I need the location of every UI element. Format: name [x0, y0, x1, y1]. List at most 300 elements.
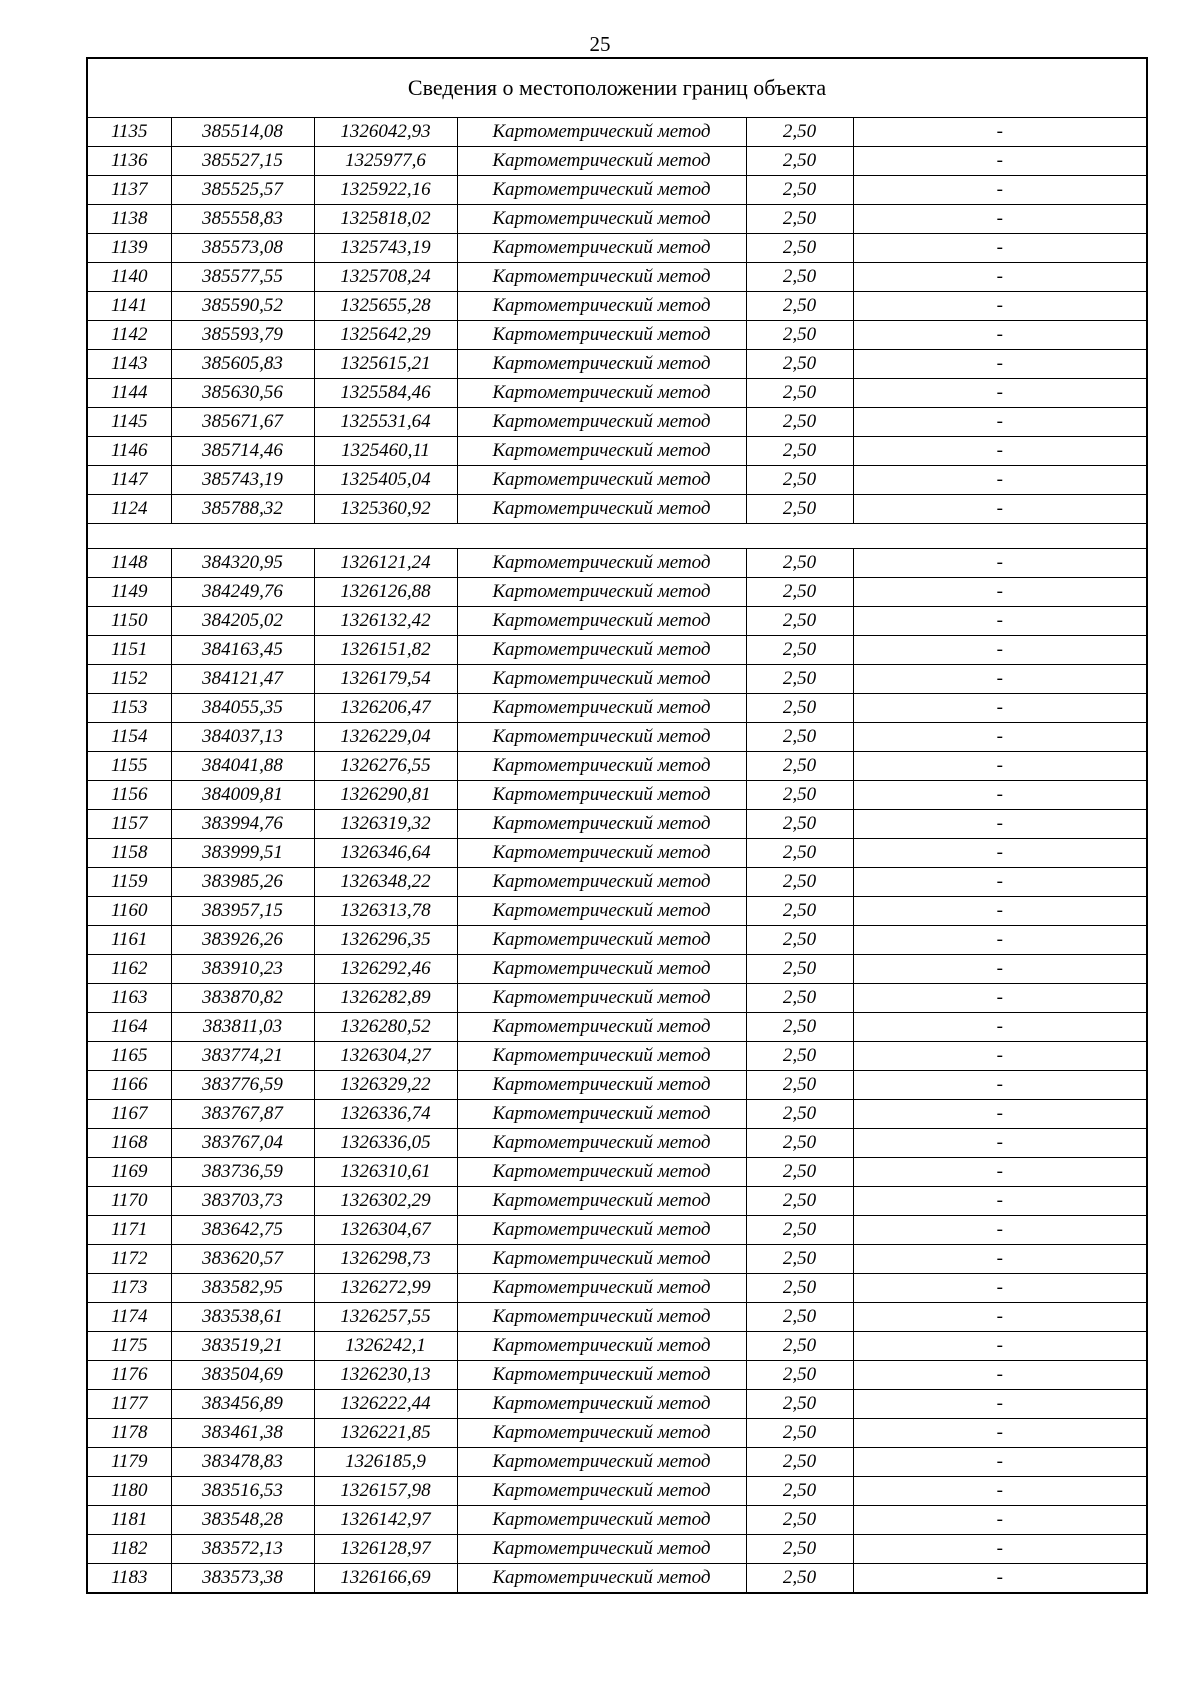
method-cell: Картометрический метод [457, 1216, 746, 1245]
accuracy-cell: 2,50 [746, 1390, 853, 1419]
accuracy-cell: 2,50 [746, 408, 853, 437]
accuracy-cell: 2,50 [746, 350, 853, 379]
method-cell: Картометрический метод [457, 868, 746, 897]
accuracy-cell: 2,50 [746, 1042, 853, 1071]
method-cell: Картометрический метод [457, 723, 746, 752]
accuracy-cell: 2,50 [746, 868, 853, 897]
method-cell: Картометрический метод [457, 781, 746, 810]
accuracy-cell: 2,50 [746, 176, 853, 205]
description-cell: - [853, 752, 1147, 781]
description-cell: - [853, 205, 1147, 234]
method-cell: Картометрический метод [457, 694, 746, 723]
method-cell: Картометрический метод [457, 984, 746, 1013]
point-number-cell: 1181 [87, 1506, 171, 1535]
table-row [87, 1448, 1147, 1477]
accuracy-cell: 2,50 [746, 1071, 853, 1100]
coord-y-cell: 1326132,42 [314, 607, 457, 636]
coord-y-cell: 1326242,1 [314, 1332, 457, 1361]
coord-x-cell: 385714,46 [171, 437, 314, 466]
method-cell: Картометрический метод [457, 636, 746, 665]
method-cell: Картометрический метод [457, 1535, 746, 1564]
page-number: 25 [589, 32, 611, 56]
coord-y-cell: 1326142,97 [314, 1506, 457, 1535]
method-cell: Картометрический метод [457, 1100, 746, 1129]
method-cell: Картометрический метод [457, 495, 746, 524]
method-cell: Картометрический метод [457, 665, 746, 694]
table-row [87, 1042, 1147, 1071]
method-cell: Картометрический метод [457, 1361, 746, 1390]
coord-x-cell: 383774,21 [171, 1042, 314, 1071]
point-number-cell: 1139 [87, 234, 171, 263]
coord-y-cell: 1326319,32 [314, 810, 457, 839]
description-cell: - [853, 1245, 1147, 1274]
coord-x-cell: 383516,53 [171, 1477, 314, 1506]
table-row [87, 1506, 1147, 1535]
table-row [87, 1564, 1147, 1594]
point-number-cell: 1167 [87, 1100, 171, 1129]
point-number-cell: 1170 [87, 1187, 171, 1216]
table-row [87, 437, 1147, 466]
accuracy-cell: 2,50 [746, 118, 853, 147]
point-number-cell: 1143 [87, 350, 171, 379]
point-number-cell: 1145 [87, 408, 171, 437]
coord-y-cell: 1326280,52 [314, 1013, 457, 1042]
table-row [87, 1245, 1147, 1274]
description-cell: - [853, 1419, 1147, 1448]
coord-x-cell: 383776,59 [171, 1071, 314, 1100]
accuracy-cell: 2,50 [746, 549, 853, 578]
coord-x-cell: 384041,88 [171, 752, 314, 781]
point-number-cell: 1124 [87, 495, 171, 524]
point-number-cell: 1166 [87, 1071, 171, 1100]
description-cell: - [853, 379, 1147, 408]
table-row [87, 984, 1147, 1013]
accuracy-cell: 2,50 [746, 466, 853, 495]
coord-x-cell: 383811,03 [171, 1013, 314, 1042]
description-cell: - [853, 1332, 1147, 1361]
description-cell: - [853, 1013, 1147, 1042]
point-number-cell: 1142 [87, 321, 171, 350]
accuracy-cell: 2,50 [746, 1216, 853, 1245]
coord-x-cell: 384009,81 [171, 781, 314, 810]
point-number-cell: 1150 [87, 607, 171, 636]
table-row [87, 1187, 1147, 1216]
point-number-cell: 1148 [87, 549, 171, 578]
method-cell: Картометрический метод [457, 926, 746, 955]
point-number-cell: 1135 [87, 118, 171, 147]
table-row [87, 868, 1147, 897]
point-number-cell: 1175 [87, 1332, 171, 1361]
coord-y-cell: 1326310,61 [314, 1158, 457, 1187]
description-cell: - [853, 723, 1147, 752]
table-row [87, 176, 1147, 205]
coord-x-cell: 384205,02 [171, 607, 314, 636]
coord-x-cell: 383519,21 [171, 1332, 314, 1361]
method-cell: Картометрический метод [457, 1303, 746, 1332]
accuracy-cell: 2,50 [746, 1361, 853, 1390]
coord-y-cell: 1326304,27 [314, 1042, 457, 1071]
method-cell: Картометрический метод [457, 1245, 746, 1274]
method-cell: Картометрический метод [457, 752, 746, 781]
accuracy-cell: 2,50 [746, 636, 853, 665]
method-cell: Картометрический метод [457, 1013, 746, 1042]
point-number-cell: 1160 [87, 897, 171, 926]
accuracy-cell: 2,50 [746, 1100, 853, 1129]
method-cell: Картометрический метод [457, 897, 746, 926]
point-number-cell: 1174 [87, 1303, 171, 1332]
table-row [87, 955, 1147, 984]
method-cell: Картометрический метод [457, 234, 746, 263]
point-number-cell: 1183 [87, 1564, 171, 1594]
coord-y-cell: 1326296,35 [314, 926, 457, 955]
table-row [87, 321, 1147, 350]
method-cell: Картометрический метод [457, 810, 746, 839]
table-row [87, 1274, 1147, 1303]
point-number-cell: 1180 [87, 1477, 171, 1506]
description-cell: - [853, 636, 1147, 665]
coord-y-cell: 1326128,97 [314, 1535, 457, 1564]
method-cell: Картометрический метод [457, 955, 746, 984]
table-row [87, 118, 1147, 147]
coord-x-cell: 385514,08 [171, 118, 314, 147]
coord-x-cell: 384055,35 [171, 694, 314, 723]
description-cell: - [853, 263, 1147, 292]
coord-x-cell: 385527,15 [171, 147, 314, 176]
table-row [87, 147, 1147, 176]
description-cell: - [853, 665, 1147, 694]
table-row [87, 578, 1147, 607]
table-caption: Сведения о местоположении границ объекта [87, 58, 1147, 118]
coord-y-cell: 1326292,46 [314, 955, 457, 984]
table-row [87, 466, 1147, 495]
table-row [87, 1332, 1147, 1361]
coord-x-cell: 383870,82 [171, 984, 314, 1013]
accuracy-cell: 2,50 [746, 1274, 853, 1303]
description-cell: - [853, 607, 1147, 636]
point-number-cell: 1138 [87, 205, 171, 234]
table-row [87, 1158, 1147, 1187]
description-cell: - [853, 1216, 1147, 1245]
coord-x-cell: 383620,57 [171, 1245, 314, 1274]
table-row [87, 1477, 1147, 1506]
coord-x-cell: 385558,83 [171, 205, 314, 234]
method-cell: Картометрический метод [457, 578, 746, 607]
coord-y-cell: 1326185,9 [314, 1448, 457, 1477]
description-cell: - [853, 408, 1147, 437]
point-number-cell: 1137 [87, 176, 171, 205]
point-number-cell: 1140 [87, 263, 171, 292]
coord-x-cell: 383573,38 [171, 1564, 314, 1594]
description-cell: - [853, 1564, 1147, 1594]
description-cell: - [853, 1535, 1147, 1564]
coord-y-cell: 1325818,02 [314, 205, 457, 234]
point-number-cell: 1152 [87, 665, 171, 694]
boundary-coordinates-table [86, 57, 1148, 1594]
point-number-cell: 1182 [87, 1535, 171, 1564]
table-row [87, 495, 1147, 524]
table-row [87, 1390, 1147, 1419]
point-number-cell: 1146 [87, 437, 171, 466]
method-cell: Картометрический метод [457, 1129, 746, 1158]
table-body [87, 58, 1147, 1593]
coord-x-cell: 384320,95 [171, 549, 314, 578]
coord-y-cell: 1326230,13 [314, 1361, 457, 1390]
coord-y-cell: 1325584,46 [314, 379, 457, 408]
table-caption-row [87, 58, 1147, 118]
point-number-cell: 1177 [87, 1390, 171, 1419]
coord-x-cell: 385605,83 [171, 350, 314, 379]
coord-y-cell: 1326313,78 [314, 897, 457, 926]
description-cell: - [853, 1071, 1147, 1100]
accuracy-cell: 2,50 [746, 321, 853, 350]
coord-x-cell: 383478,83 [171, 1448, 314, 1477]
description-cell: - [853, 292, 1147, 321]
accuracy-cell: 2,50 [746, 1419, 853, 1448]
coord-x-cell: 383538,61 [171, 1303, 314, 1332]
point-number-cell: 1149 [87, 578, 171, 607]
coord-x-cell: 384121,47 [171, 665, 314, 694]
table-row [87, 607, 1147, 636]
method-cell: Картометрический метод [457, 1419, 746, 1448]
accuracy-cell: 2,50 [746, 607, 853, 636]
description-cell: - [853, 1100, 1147, 1129]
coord-x-cell: 384249,76 [171, 578, 314, 607]
description-cell: - [853, 176, 1147, 205]
point-number-cell: 1173 [87, 1274, 171, 1303]
accuracy-cell: 2,50 [746, 1129, 853, 1158]
method-cell: Картометрический метод [457, 263, 746, 292]
accuracy-cell: 2,50 [746, 578, 853, 607]
coord-y-cell: 1326298,73 [314, 1245, 457, 1274]
description-cell: - [853, 234, 1147, 263]
accuracy-cell: 2,50 [746, 495, 853, 524]
point-number-cell: 1159 [87, 868, 171, 897]
coord-y-cell: 1325531,64 [314, 408, 457, 437]
coord-y-cell: 1326221,85 [314, 1419, 457, 1448]
coord-x-cell: 383461,38 [171, 1419, 314, 1448]
coord-y-cell: 1325655,28 [314, 292, 457, 321]
table-row [87, 1419, 1147, 1448]
point-number-cell: 1168 [87, 1129, 171, 1158]
coord-y-cell: 1325405,04 [314, 466, 457, 495]
accuracy-cell: 2,50 [746, 1564, 853, 1594]
method-cell: Картометрический метод [457, 466, 746, 495]
coord-x-cell: 383910,23 [171, 955, 314, 984]
accuracy-cell: 2,50 [746, 839, 853, 868]
coord-y-cell: 1325615,21 [314, 350, 457, 379]
description-cell: - [853, 1448, 1147, 1477]
coord-y-cell: 1326179,54 [314, 665, 457, 694]
accuracy-cell: 2,50 [746, 781, 853, 810]
point-number-cell: 1171 [87, 1216, 171, 1245]
method-cell: Картометрический метод [457, 118, 746, 147]
accuracy-cell: 2,50 [746, 147, 853, 176]
point-number-cell: 1147 [87, 466, 171, 495]
table-row [87, 292, 1147, 321]
point-number-cell: 1136 [87, 147, 171, 176]
point-number-cell: 1164 [87, 1013, 171, 1042]
coord-y-cell: 1326229,04 [314, 723, 457, 752]
coord-y-cell: 1326290,81 [314, 781, 457, 810]
table-row [87, 1535, 1147, 1564]
table-row [87, 205, 1147, 234]
description-cell: - [853, 1477, 1147, 1506]
accuracy-cell: 2,50 [746, 1158, 853, 1187]
coord-x-cell: 384163,45 [171, 636, 314, 665]
table-row [87, 1100, 1147, 1129]
coord-y-cell: 1325360,92 [314, 495, 457, 524]
accuracy-cell: 2,50 [746, 1506, 853, 1535]
coord-x-cell: 383572,13 [171, 1535, 314, 1564]
description-cell: - [853, 466, 1147, 495]
coord-y-cell: 1325708,24 [314, 263, 457, 292]
table-row [87, 1216, 1147, 1245]
point-number-cell: 1154 [87, 723, 171, 752]
table-row [87, 723, 1147, 752]
table-row [87, 1361, 1147, 1390]
coord-x-cell: 383957,15 [171, 897, 314, 926]
table-row [87, 810, 1147, 839]
accuracy-cell: 2,50 [746, 1535, 853, 1564]
accuracy-cell: 2,50 [746, 292, 853, 321]
coord-x-cell: 383926,26 [171, 926, 314, 955]
point-number-cell: 1161 [87, 926, 171, 955]
table-row [87, 694, 1147, 723]
description-cell: - [853, 1390, 1147, 1419]
point-number-cell: 1162 [87, 955, 171, 984]
coord-x-cell: 385630,56 [171, 379, 314, 408]
coord-x-cell: 383736,59 [171, 1158, 314, 1187]
accuracy-cell: 2,50 [746, 1303, 853, 1332]
accuracy-cell: 2,50 [746, 234, 853, 263]
point-number-cell: 1163 [87, 984, 171, 1013]
accuracy-cell: 2,50 [746, 437, 853, 466]
method-cell: Картометрический метод [457, 549, 746, 578]
coord-y-cell: 1326222,44 [314, 1390, 457, 1419]
method-cell: Картометрический метод [457, 1187, 746, 1216]
accuracy-cell: 2,50 [746, 379, 853, 408]
description-cell: - [853, 147, 1147, 176]
coord-y-cell: 1326336,05 [314, 1129, 457, 1158]
coord-y-cell: 1326151,82 [314, 636, 457, 665]
description-cell: - [853, 868, 1147, 897]
group-separator-row [87, 524, 1147, 549]
table-row [87, 1013, 1147, 1042]
description-cell: - [853, 350, 1147, 379]
description-cell: - [853, 984, 1147, 1013]
coord-y-cell: 1326276,55 [314, 752, 457, 781]
description-cell: - [853, 1274, 1147, 1303]
method-cell: Картометрический метод [457, 607, 746, 636]
coord-y-cell: 1326121,24 [314, 549, 457, 578]
method-cell: Картометрический метод [457, 839, 746, 868]
point-number-cell: 1157 [87, 810, 171, 839]
accuracy-cell: 2,50 [746, 926, 853, 955]
point-number-cell: 1169 [87, 1158, 171, 1187]
method-cell: Картометрический метод [457, 147, 746, 176]
description-cell: - [853, 321, 1147, 350]
description-cell: - [853, 549, 1147, 578]
description-cell: - [853, 1042, 1147, 1071]
point-number-cell: 1165 [87, 1042, 171, 1071]
table-row [87, 1129, 1147, 1158]
description-cell: - [853, 1361, 1147, 1390]
coord-x-cell: 384037,13 [171, 723, 314, 752]
coord-x-cell: 383548,28 [171, 1506, 314, 1535]
table-row [87, 636, 1147, 665]
point-number-cell: 1176 [87, 1361, 171, 1390]
table-row [87, 408, 1147, 437]
point-number-cell: 1178 [87, 1419, 171, 1448]
accuracy-cell: 2,50 [746, 810, 853, 839]
coord-y-cell: 1325642,29 [314, 321, 457, 350]
accuracy-cell: 2,50 [746, 955, 853, 984]
table-row [87, 1303, 1147, 1332]
description-cell: - [853, 578, 1147, 607]
coord-y-cell: 1326166,69 [314, 1564, 457, 1594]
method-cell: Картометрический метод [457, 350, 746, 379]
method-cell: Картометрический метод [457, 292, 746, 321]
coord-y-cell: 1326157,98 [314, 1477, 457, 1506]
method-cell: Картометрический метод [457, 1564, 746, 1594]
method-cell: Картометрический метод [457, 1042, 746, 1071]
method-cell: Картометрический метод [457, 1274, 746, 1303]
accuracy-cell: 2,50 [746, 665, 853, 694]
coord-x-cell: 385593,79 [171, 321, 314, 350]
table-row [87, 839, 1147, 868]
coord-x-cell: 385671,67 [171, 408, 314, 437]
coord-x-cell: 385525,57 [171, 176, 314, 205]
table-row [87, 926, 1147, 955]
point-number-cell: 1172 [87, 1245, 171, 1274]
coord-x-cell: 383504,69 [171, 1361, 314, 1390]
group-separator-cell [87, 524, 1147, 549]
accuracy-cell: 2,50 [746, 1245, 853, 1274]
coord-x-cell: 383582,95 [171, 1274, 314, 1303]
method-cell: Картометрический метод [457, 1477, 746, 1506]
description-cell: - [853, 1303, 1147, 1332]
accuracy-cell: 2,50 [746, 263, 853, 292]
coord-x-cell: 383985,26 [171, 868, 314, 897]
coord-x-cell: 385573,08 [171, 234, 314, 263]
method-cell: Картометрический метод [457, 1390, 746, 1419]
table-row [87, 549, 1147, 578]
accuracy-cell: 2,50 [746, 1187, 853, 1216]
coord-y-cell: 1326272,99 [314, 1274, 457, 1303]
method-cell: Картометрический метод [457, 205, 746, 234]
point-number-cell: 1153 [87, 694, 171, 723]
coord-x-cell: 383642,75 [171, 1216, 314, 1245]
description-cell: - [853, 437, 1147, 466]
accuracy-cell: 2,50 [746, 205, 853, 234]
coord-y-cell: 1326348,22 [314, 868, 457, 897]
table-row [87, 752, 1147, 781]
coord-y-cell: 1326282,89 [314, 984, 457, 1013]
coord-x-cell: 383999,51 [171, 839, 314, 868]
coord-y-cell: 1326042,93 [314, 118, 457, 147]
coord-x-cell: 383456,89 [171, 1390, 314, 1419]
description-cell: - [853, 955, 1147, 984]
description-cell: - [853, 839, 1147, 868]
coord-y-cell: 1326206,47 [314, 694, 457, 723]
accuracy-cell: 2,50 [746, 723, 853, 752]
coord-y-cell: 1325743,19 [314, 234, 457, 263]
method-cell: Картометрический метод [457, 1506, 746, 1535]
description-cell: - [853, 1187, 1147, 1216]
method-cell: Картометрический метод [457, 437, 746, 466]
coord-y-cell: 1326304,67 [314, 1216, 457, 1245]
accuracy-cell: 2,50 [746, 897, 853, 926]
